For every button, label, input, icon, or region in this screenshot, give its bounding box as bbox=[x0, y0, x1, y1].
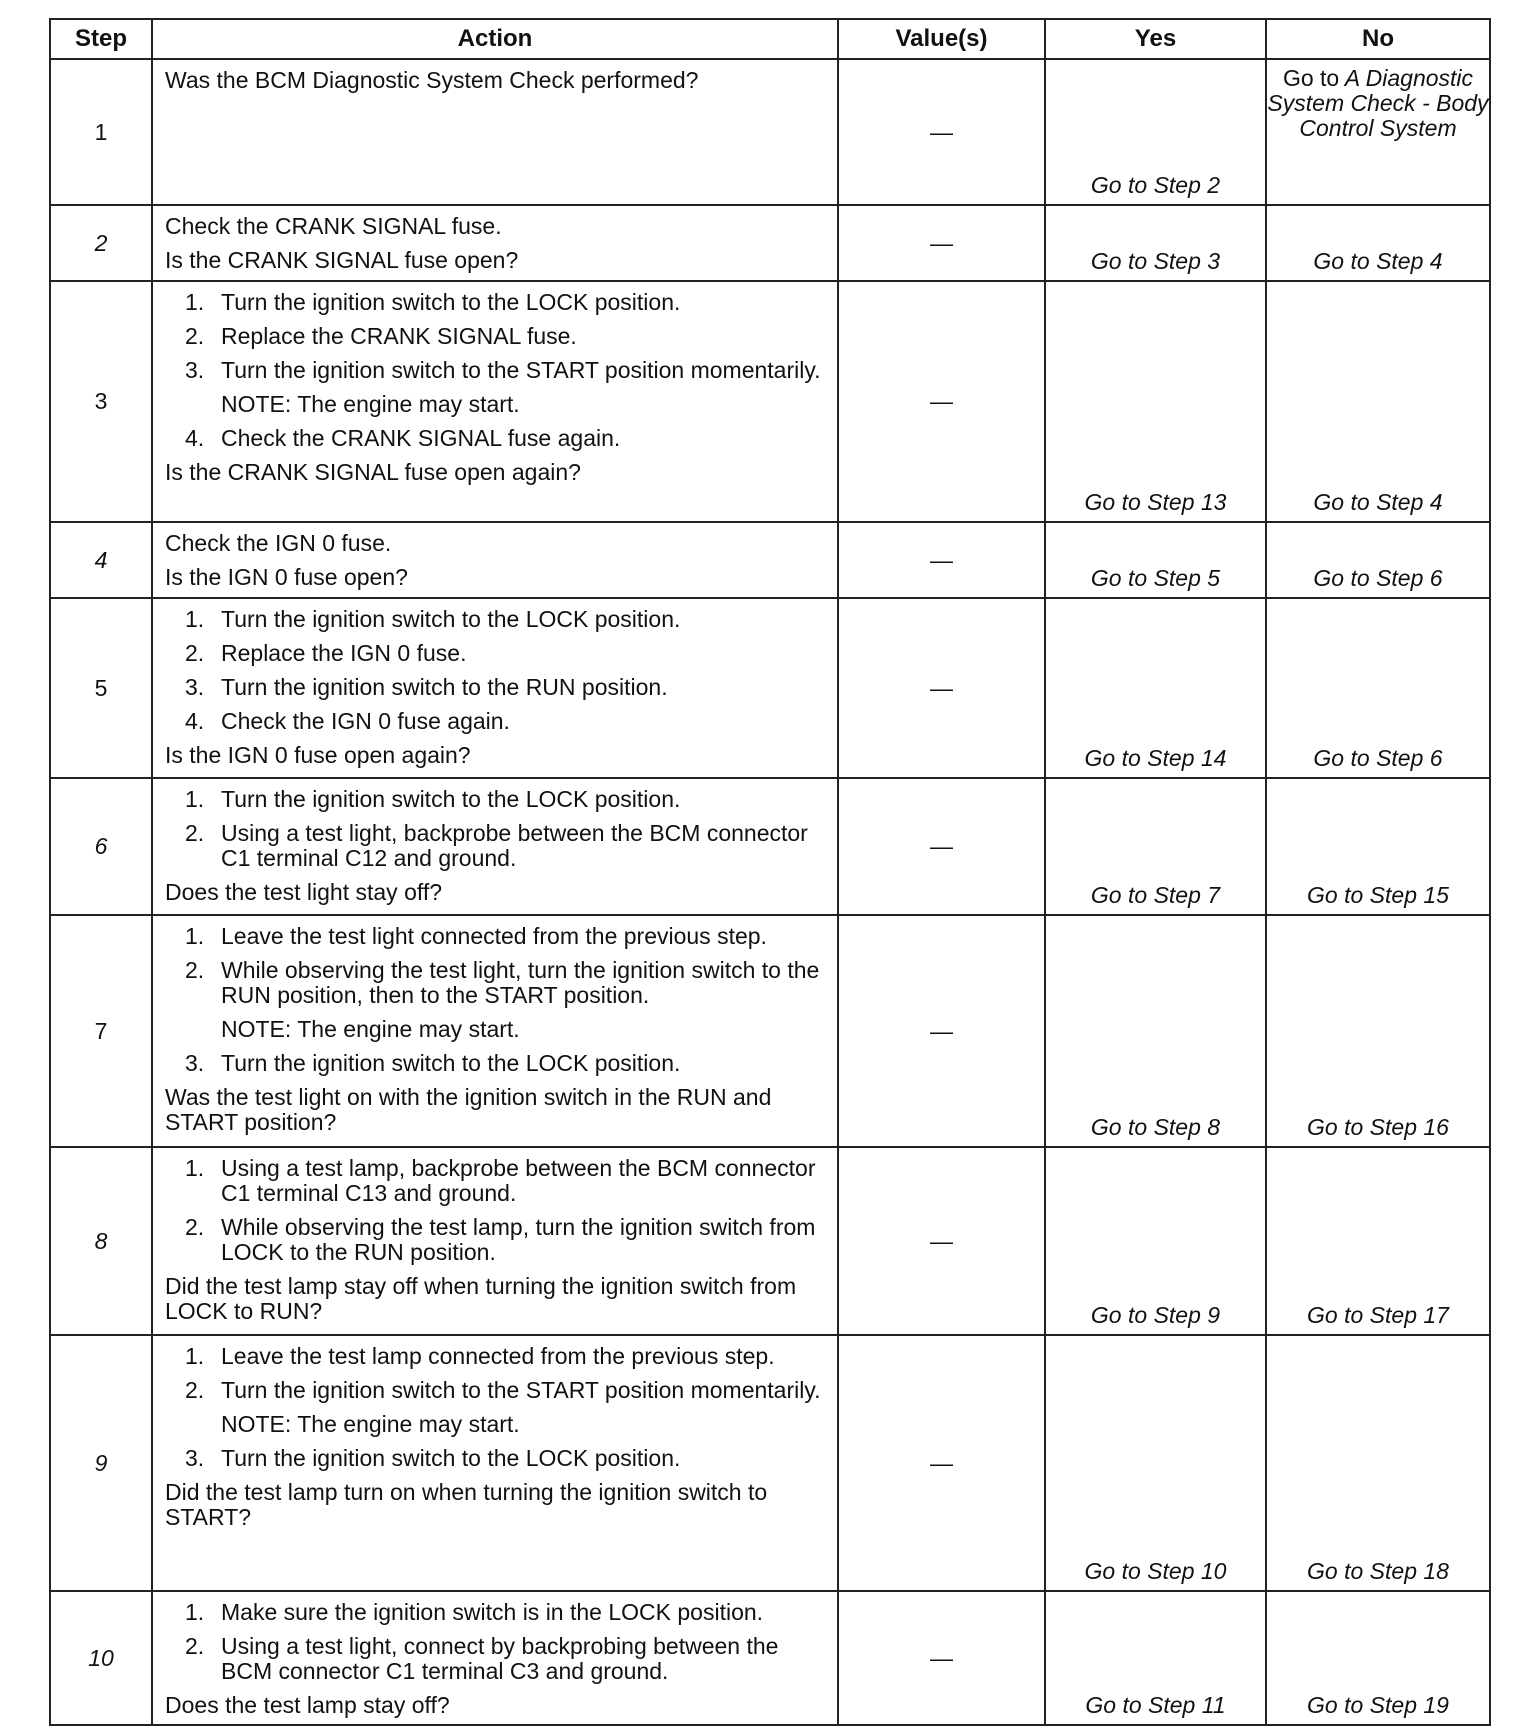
action-step-text: Turn the ignition switch to the LOCK position. bbox=[221, 1445, 681, 1471]
table-row bbox=[50, 522, 1490, 598]
action-question: Does the test light stay off? bbox=[165, 879, 443, 905]
action-step-text: Turn the ignition switch to the LOCK position. bbox=[221, 606, 681, 632]
action-step bbox=[165, 358, 829, 417]
action-step-number: 2. bbox=[185, 1633, 205, 1659]
action-step-number: 1. bbox=[185, 923, 205, 949]
action-step bbox=[165, 675, 829, 700]
action-step bbox=[165, 787, 829, 812]
action-step bbox=[165, 1344, 829, 1369]
table-row bbox=[50, 205, 1490, 281]
header-yes: Yes bbox=[1045, 19, 1266, 59]
table-row bbox=[50, 1147, 1490, 1335]
yes-cell: Go to Step 10 bbox=[1045, 1335, 1266, 1591]
action-step bbox=[165, 1051, 829, 1076]
action-step-number: 1. bbox=[185, 1343, 205, 1369]
action-cell bbox=[152, 915, 838, 1147]
action-cell bbox=[152, 598, 838, 778]
action-question: Is the IGN 0 fuse open? bbox=[165, 564, 408, 590]
value-cell: — bbox=[838, 598, 1045, 778]
action-cell bbox=[152, 1147, 838, 1335]
no-link: A Diagnostic System Check - Body Control System bbox=[1267, 65, 1489, 141]
no-cell: Go to Step 16 bbox=[1266, 915, 1490, 1147]
yes-cell: Go to Step 5 bbox=[1045, 522, 1266, 598]
action-step-number: 3. bbox=[185, 357, 205, 383]
action-question: Did the test lamp stay off when turning the ignition switch from LOCK to RUN? bbox=[165, 1273, 797, 1324]
header-values: Value(s) bbox=[838, 19, 1045, 59]
header-action: Action bbox=[152, 19, 838, 59]
action-step-number: 3. bbox=[185, 1445, 205, 1471]
action-step-number: 1. bbox=[185, 606, 205, 632]
action-step-text: Make sure the ignition switch is in the LOCK position. bbox=[221, 1599, 764, 1625]
action-question: Was the test light on with the ignition switch in the RUN and START position? bbox=[165, 1084, 772, 1135]
action-step-number: 1. bbox=[185, 1155, 205, 1181]
action-step-number: 1. bbox=[185, 786, 205, 812]
action-step-number: 2. bbox=[185, 1214, 205, 1240]
action-step bbox=[165, 1156, 829, 1206]
diagnostic-table bbox=[49, 18, 1491, 1726]
action-text: Check the CRANK SIGNAL fuse. bbox=[165, 213, 502, 239]
action-step bbox=[165, 958, 829, 1042]
action-step-text: Using a test lamp, backprobe between the BCM connector C1 terminal C13 and ground. bbox=[221, 1155, 816, 1206]
action-steps-list bbox=[165, 1156, 829, 1265]
action-step-number: 2. bbox=[185, 957, 205, 983]
action-step-text: Check the CRANK SIGNAL fuse again. bbox=[221, 425, 621, 451]
yes-cell: Go to Step 8 bbox=[1045, 915, 1266, 1147]
action-cell bbox=[152, 1335, 838, 1591]
table-row bbox=[50, 915, 1490, 1147]
action-step bbox=[165, 821, 829, 871]
action-cell bbox=[152, 205, 838, 281]
action-question: Does the test lamp stay off? bbox=[165, 1692, 450, 1718]
value-cell: — bbox=[838, 59, 1045, 205]
yes-cell: Go to Step 7 bbox=[1045, 778, 1266, 915]
action-step bbox=[165, 924, 829, 949]
action-steps-list bbox=[165, 787, 829, 871]
action-step-text: While observing the test light, turn the ignition switch to the RUN position, then to the START position. bbox=[221, 957, 820, 1008]
header-no: No bbox=[1266, 19, 1490, 59]
no-cell bbox=[1266, 59, 1490, 205]
header-row bbox=[50, 19, 1490, 59]
action-step-number: 3. bbox=[185, 1050, 205, 1076]
no-cell: Go to Step 18 bbox=[1266, 1335, 1490, 1591]
action-step-text: Replace the CRANK SIGNAL fuse. bbox=[221, 323, 577, 349]
no-cell: Go to Step 19 bbox=[1266, 1591, 1490, 1725]
action-step bbox=[165, 324, 829, 349]
value-cell: — bbox=[838, 1335, 1045, 1591]
action-text: Check the IGN 0 fuse. bbox=[165, 530, 392, 556]
action-step bbox=[165, 709, 829, 734]
action-step bbox=[165, 426, 829, 451]
action-step-number: 4. bbox=[185, 708, 205, 734]
step-number: 8 bbox=[50, 1147, 152, 1335]
table-row bbox=[50, 59, 1490, 205]
table-row bbox=[50, 778, 1490, 915]
action-step bbox=[165, 1600, 829, 1625]
action-step-text: Replace the IGN 0 fuse. bbox=[221, 640, 467, 666]
action-cell bbox=[152, 281, 838, 522]
table-row bbox=[50, 598, 1490, 778]
action-step-text: Turn the ignition switch to the LOCK position. bbox=[221, 1050, 681, 1076]
value-cell: — bbox=[838, 915, 1045, 1147]
step-number: 4 bbox=[50, 522, 152, 598]
header-step: Step bbox=[50, 19, 152, 59]
no-cell: Go to Step 6 bbox=[1266, 522, 1490, 598]
table-header bbox=[50, 19, 1490, 59]
no-cell: Go to Step 15 bbox=[1266, 778, 1490, 915]
action-steps-list bbox=[165, 924, 829, 1076]
action-step-number: 1. bbox=[185, 289, 205, 315]
yes-cell: Go to Step 9 bbox=[1045, 1147, 1266, 1335]
no-cell: Go to Step 4 bbox=[1266, 281, 1490, 522]
step-number: 5 bbox=[50, 598, 152, 778]
table-row bbox=[50, 1591, 1490, 1725]
action-question: Is the CRANK SIGNAL fuse open? bbox=[165, 247, 519, 273]
action-step-text: Turn the ignition switch to the RUN position. bbox=[221, 674, 668, 700]
action-question: Is the CRANK SIGNAL fuse open again? bbox=[165, 459, 581, 485]
value-cell: — bbox=[838, 1147, 1045, 1335]
action-step-text: Leave the test lamp connected from the previous step. bbox=[221, 1343, 775, 1369]
action-step-number: 1. bbox=[185, 1599, 205, 1625]
no-prefix: Go to bbox=[1282, 65, 1340, 91]
yes-cell: Go to Step 2 bbox=[1045, 59, 1266, 205]
step-number: 9 bbox=[50, 1335, 152, 1591]
action-cell bbox=[152, 522, 838, 598]
action-step-text: Leave the test light connected from the previous step. bbox=[221, 923, 767, 949]
table-row bbox=[50, 1335, 1490, 1591]
step-number: 7 bbox=[50, 915, 152, 1147]
no-cell: Go to Step 4 bbox=[1266, 205, 1490, 281]
action-cell bbox=[152, 1591, 838, 1725]
action-step-number: 2. bbox=[185, 820, 205, 846]
yes-cell: Go to Step 13 bbox=[1045, 281, 1266, 522]
action-step bbox=[165, 290, 829, 315]
action-cell bbox=[152, 778, 838, 915]
action-question: Was the BCM Diagnostic System Check performed? bbox=[165, 67, 699, 93]
action-step-number: 4. bbox=[185, 425, 205, 451]
action-cell bbox=[152, 59, 838, 205]
value-cell: — bbox=[838, 205, 1045, 281]
table-body bbox=[50, 59, 1490, 1725]
action-step bbox=[165, 607, 829, 632]
yes-cell: Go to Step 11 bbox=[1045, 1591, 1266, 1725]
action-step-text: Turn the ignition switch to the START position momentarily. bbox=[221, 1377, 821, 1403]
action-step bbox=[165, 1634, 829, 1684]
action-step-text: Using a test light, connect by backprobing between the BCM connector C1 terminal C3 and ground. bbox=[221, 1633, 779, 1684]
table-row bbox=[50, 281, 1490, 522]
no-cell: Go to Step 6 bbox=[1266, 598, 1490, 778]
action-step-number: 2. bbox=[185, 1377, 205, 1403]
yes-cell: Go to Step 14 bbox=[1045, 598, 1266, 778]
step-number: 3 bbox=[50, 281, 152, 522]
action-step-text: Turn the ignition switch to the LOCK position. bbox=[221, 786, 681, 812]
action-steps-list bbox=[165, 1600, 829, 1684]
action-note: NOTE: The engine may start. bbox=[221, 391, 520, 417]
action-step-number: 2. bbox=[185, 640, 205, 666]
value-cell: — bbox=[838, 778, 1045, 915]
action-step-text: Turn the ignition switch to the START position momentarily. bbox=[221, 357, 821, 383]
step-number: 1 bbox=[50, 59, 152, 205]
action-note: NOTE: The engine may start. bbox=[221, 1016, 520, 1042]
action-step-text: While observing the test lamp, turn the ignition switch from LOCK to the RUN position. bbox=[221, 1214, 816, 1265]
action-steps-list bbox=[165, 290, 829, 451]
no-cell: Go to Step 17 bbox=[1266, 1147, 1490, 1335]
action-step-text: Turn the ignition switch to the LOCK position. bbox=[221, 289, 681, 315]
action-step-number: 2. bbox=[185, 323, 205, 349]
value-cell: — bbox=[838, 522, 1045, 598]
action-step bbox=[165, 1378, 829, 1437]
step-number: 6 bbox=[50, 778, 152, 915]
step-number: 2 bbox=[50, 205, 152, 281]
action-step bbox=[165, 641, 829, 666]
action-steps-list bbox=[165, 607, 829, 734]
yes-cell: Go to Step 3 bbox=[1045, 205, 1266, 281]
action-step-number: 3. bbox=[185, 674, 205, 700]
value-cell: — bbox=[838, 281, 1045, 522]
step-number: 10 bbox=[50, 1591, 152, 1725]
action-step bbox=[165, 1446, 829, 1471]
action-question: Did the test lamp turn on when turning the ignition switch to START? bbox=[165, 1479, 768, 1530]
value-cell: — bbox=[838, 1591, 1045, 1725]
action-step bbox=[165, 1215, 829, 1265]
action-step-text: Check the IGN 0 fuse again. bbox=[221, 708, 510, 734]
action-note: NOTE: The engine may start. bbox=[221, 1411, 520, 1437]
action-steps-list bbox=[165, 1344, 829, 1471]
action-question: Is the IGN 0 fuse open again? bbox=[165, 742, 471, 768]
action-step-text: Using a test light, backprobe between the BCM connector C1 terminal C12 and ground. bbox=[221, 820, 808, 871]
